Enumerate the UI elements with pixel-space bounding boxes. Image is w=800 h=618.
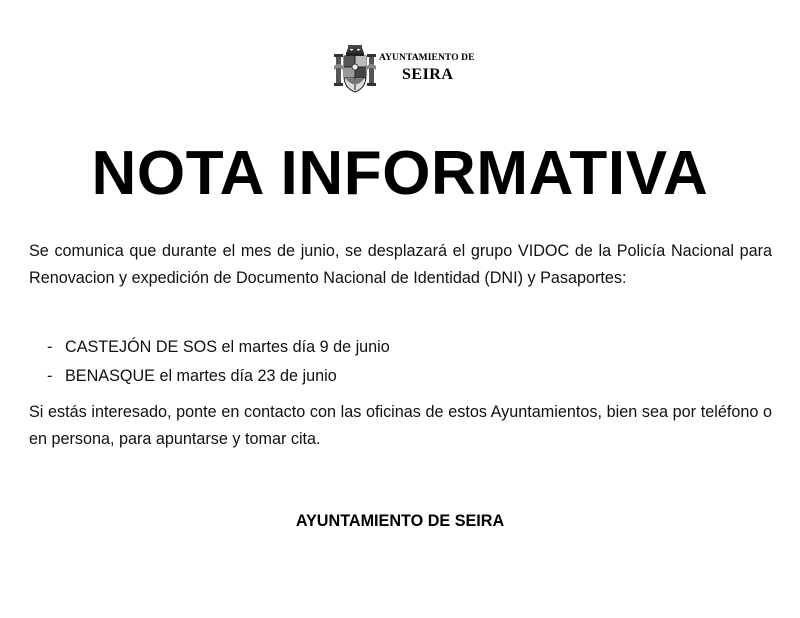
schedule-item-castejon: CASTEJÓN DE SOS el martes día 9 de junio (65, 338, 390, 356)
coat-of-arms-icon (334, 44, 376, 94)
schedule-list (29, 333, 729, 390)
letterhead (334, 44, 484, 94)
intro-paragraph: Se comunica que durante el mes de junio, se desplazará el grupo VIDOC de la Policía Nacional para Renovacion y expedición de Documento Nacional de Identidad (DNI) y Pasaportes: (29, 242, 772, 287)
schedule-item-benasque: BENASQUE el martes día 23 de junio (65, 366, 337, 385)
contact-paragraph: Si estás interesado, ponte en contacto con las oficinas de estos Ayuntamientos, bien sea por teléfono o en persona, para apuntarse y tomar cita. (29, 403, 772, 448)
list-item (29, 333, 729, 362)
signature: AYUNTAMIENTO DE SEIRA (295, 512, 505, 530)
letterhead-org-name: SEIRA (402, 66, 454, 83)
bullet-dash: - (47, 366, 53, 385)
letterhead-org-label: AYUNTAMIENTO DE (379, 53, 475, 63)
bullet-dash: - (47, 338, 53, 356)
notice-title: NOTA INFORMATIVA (91, 139, 709, 208)
list-item (29, 362, 729, 391)
